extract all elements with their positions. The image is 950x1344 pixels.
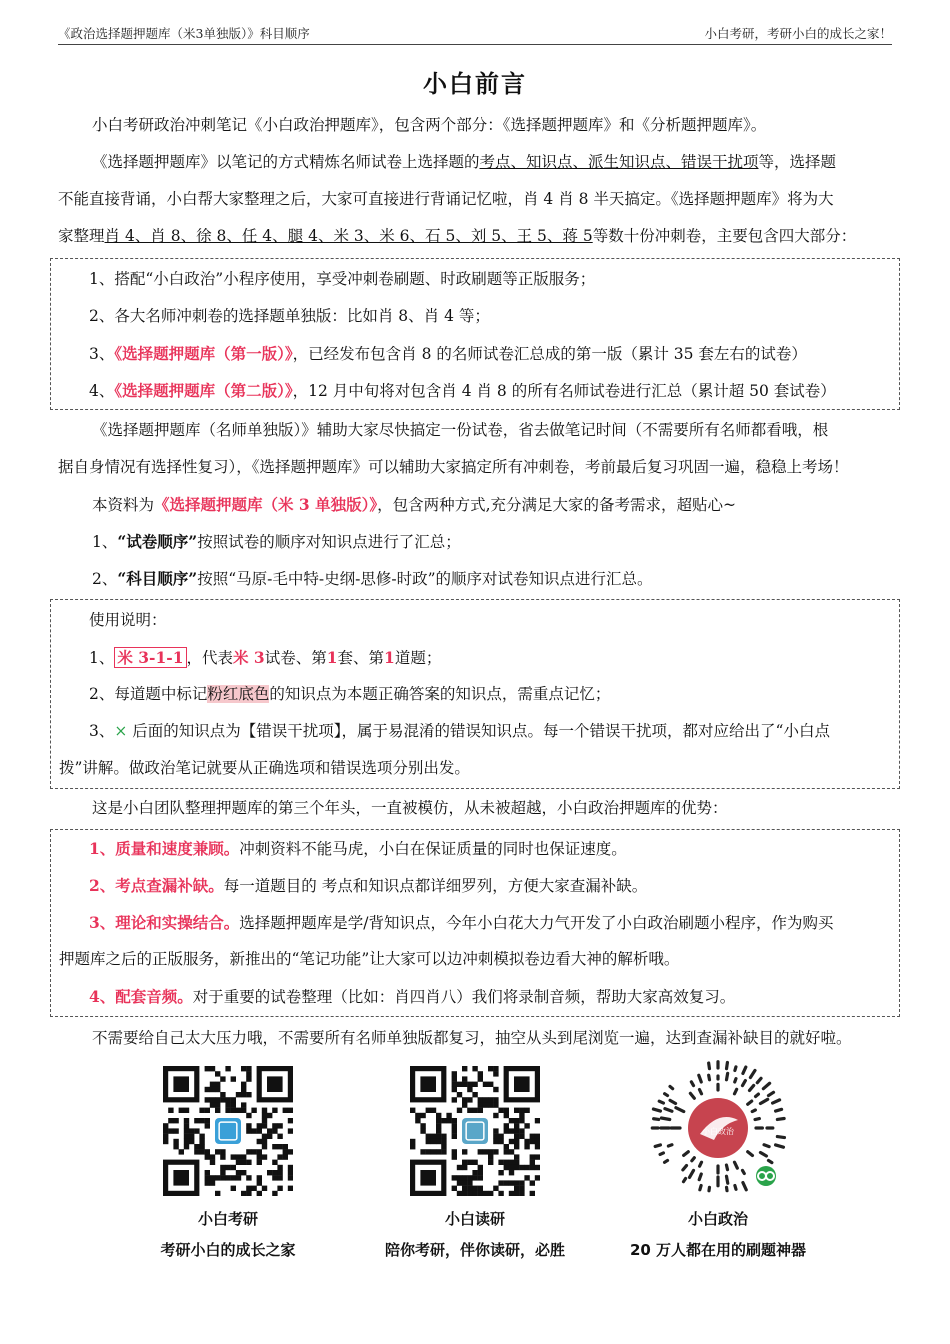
feature-item-2: 2、各大名师冲刺卷的选择题单独版：比如肖 8、肖 4 等； — [89, 307, 490, 325]
qr-tagline-2: 陪你考研，伴你读研，必胜 — [384, 1241, 565, 1259]
qr-code-icon — [410, 1066, 540, 1196]
intro-underline-papers: 肖 4、肖 8、徐 8、任 4、腿 4、米 3、米 6、石 5、刘 5、王 5、蒋 5 — [104, 227, 593, 245]
header-slogan: 小白考研，考研小白的成长之家！ — [704, 26, 892, 41]
qr-name-2: 小白读研 — [444, 1210, 505, 1228]
advantage-item-3-cont: 押题库之后的正版服务，新推出的“笔记功能”让大家可以边冲刺模拟卷边看大神的解析哦。 — [59, 950, 680, 968]
qr-code-xiaobai-kaoyan — [163, 1066, 293, 1196]
mini-program-badge-text: 小白政治 — [702, 1127, 734, 1136]
closing-paragraph: 不需要给自己太大压力哦，不需要所有名师单独版都复习，抽空从头到尾浏览一遍，达到查漏补缺目的就好啦。 — [92, 1029, 852, 1047]
advantage-item-1: 1、质量和速度兼顾。冲刺资料不能马虎，小白在保证质量的同时也保证速度。 — [89, 839, 627, 858]
feature-item-3: 3、《选择题押题库（第一版）》，已经发布包含肖 8 的名师试卷汇总成的第一版（累计 35 套左右的试卷） — [89, 344, 807, 363]
qr-code-icon — [163, 1066, 293, 1196]
intro-text: 等数十份冲刺卷，主要包含四大部分： — [592, 227, 857, 245]
intro-underline-keypoints: 考点、知识点、派生知识点、错误干扰项 — [479, 153, 759, 171]
qr-name-1: 小白考研 — [197, 1210, 258, 1228]
qr-name-3: 小白政治 — [687, 1210, 748, 1228]
header-doc-title: 《政治选择题押题库（米3单独版）》科目顺序 — [58, 26, 310, 41]
usage-item-2: 2、每道题中标记粉红底色的知识点为本题正确答案的知识点，需重点记忆； — [89, 685, 611, 703]
intro-text: 家整理 — [58, 227, 105, 245]
mini-program-code — [650, 1060, 786, 1196]
edition-2-name: 《选择题押题库（第二版）》 — [114, 381, 293, 400]
advantage-item-3: 3、理论和实操结合。选择题押题库是学/背知识点，今年小白花大力气开发了小白政治刷题小程序，作为购买 — [89, 913, 834, 932]
usage-item-3-cont: 拨”讲解。做政治笔记就要从正确选项和错误选项分别出发。 — [59, 759, 470, 777]
usage-item-3: 3、× 后面的知识点为【错误干扰项】，属于易混淆的错误知识点。每一个错误干扰项，都对应给出了“小白点 — [89, 722, 830, 740]
advantages-box — [50, 829, 900, 1017]
this-edition-name: 《选择题押题库（米 3 单独版）》 — [154, 495, 378, 514]
mini-program-code-icon — [650, 1060, 786, 1196]
feature-item-4: 4、《选择题押题库（第二版）》，12 月中旬将对包含肖 4 肖 8 的所有名师试卷进行汇总（累计超 50 套试卷） — [89, 381, 836, 400]
advantage-intro: 这是小白团队整理押题库的第三个年头，一直被模仿，从未被超越，小白政治押题库的优势： — [92, 799, 728, 817]
feature-item-1: 1、搭配“小白政治”小程序使用，享受冲刺卷刷题、时政刷题等正版服务； — [89, 270, 596, 288]
qr-code-xiaobai-duyan — [410, 1066, 540, 1196]
qr-tagline-3: 20 万人都在用的刷题神器 — [629, 1241, 807, 1259]
features-box — [50, 258, 900, 410]
advantage-item-4: 4、配套音频。对于重要的试卷整理（比如：肖四肖八）我们将录制音频，帮助大家高效复习。 — [89, 987, 736, 1006]
qr-tagline-1: 考研小白的成长之家 — [160, 1241, 296, 1259]
mid-paragraph-2: 本资料为《选择题押题库（米 3 单独版）》，包含两种方式,充分满足大家的备考需求，超贴心~ — [92, 495, 737, 514]
advantage-item-2: 2、考点查漏补缺。每一道题目的 考点和知识点都详细罗列，方便大家查漏补缺。 — [89, 876, 648, 895]
mid-paragraph-1 — [58, 412, 892, 486]
page-title: 小白前言 — [423, 70, 527, 98]
usage-instructions-box — [50, 599, 900, 789]
usage-title: 使用说明： — [89, 611, 167, 629]
page-header — [58, 22, 892, 45]
edition-1-name: 《选择题押题库（第一版）》 — [114, 344, 293, 363]
question-code-tag: 米 3-1-1 — [114, 647, 186, 668]
intro-text: 等，选择题 — [758, 153, 837, 171]
usage-item-1: 1、 米 3-1-1 ，代表米 3试卷、第1套、第1道题； — [89, 648, 442, 667]
intro-paragraph-1: 小白考研政治冲刺笔记《小白政治押题库》，包含两个部分：《选择题押题库》和《分析题押题库》。 — [92, 116, 767, 134]
intro-paragraph-2 — [58, 144, 892, 255]
mode-item-2: 2、“科目顺序”按照“马原-毛中特-史纲-思修-时政”的顺序对试卷知识点进行汇总。 — [92, 569, 653, 588]
intro-text: 《选择题押题库》以笔记的方式精炼名师试卷上选择题的 — [92, 153, 480, 171]
mode-item-1: 1、“试卷顺序”按照试卷的顺序对知识点进行了汇总； — [92, 532, 461, 551]
cross-icon: × — [114, 722, 128, 740]
mid-text: 《选择题押题库（名师单独版）》辅助大家尽快搞定一份试卷，省去做笔记时间（不需要所有名师都看哦，根 — [92, 421, 829, 439]
pink-highlight-sample: 粉红底色 — [207, 685, 270, 703]
intro-text: 不能直接背诵，小白帮大家整理之后，大家可直接进行背诵记忆啦，肖 4 肖 8 半天搞定。《选择题押题库》将为大 — [58, 190, 834, 208]
mid-text: 据自身情况有选择性复习），《选择题押题库》可以辅助大家搞定所有冲刺卷，考前最后复习巩固一遍，稳稳上考场！ — [58, 458, 849, 476]
